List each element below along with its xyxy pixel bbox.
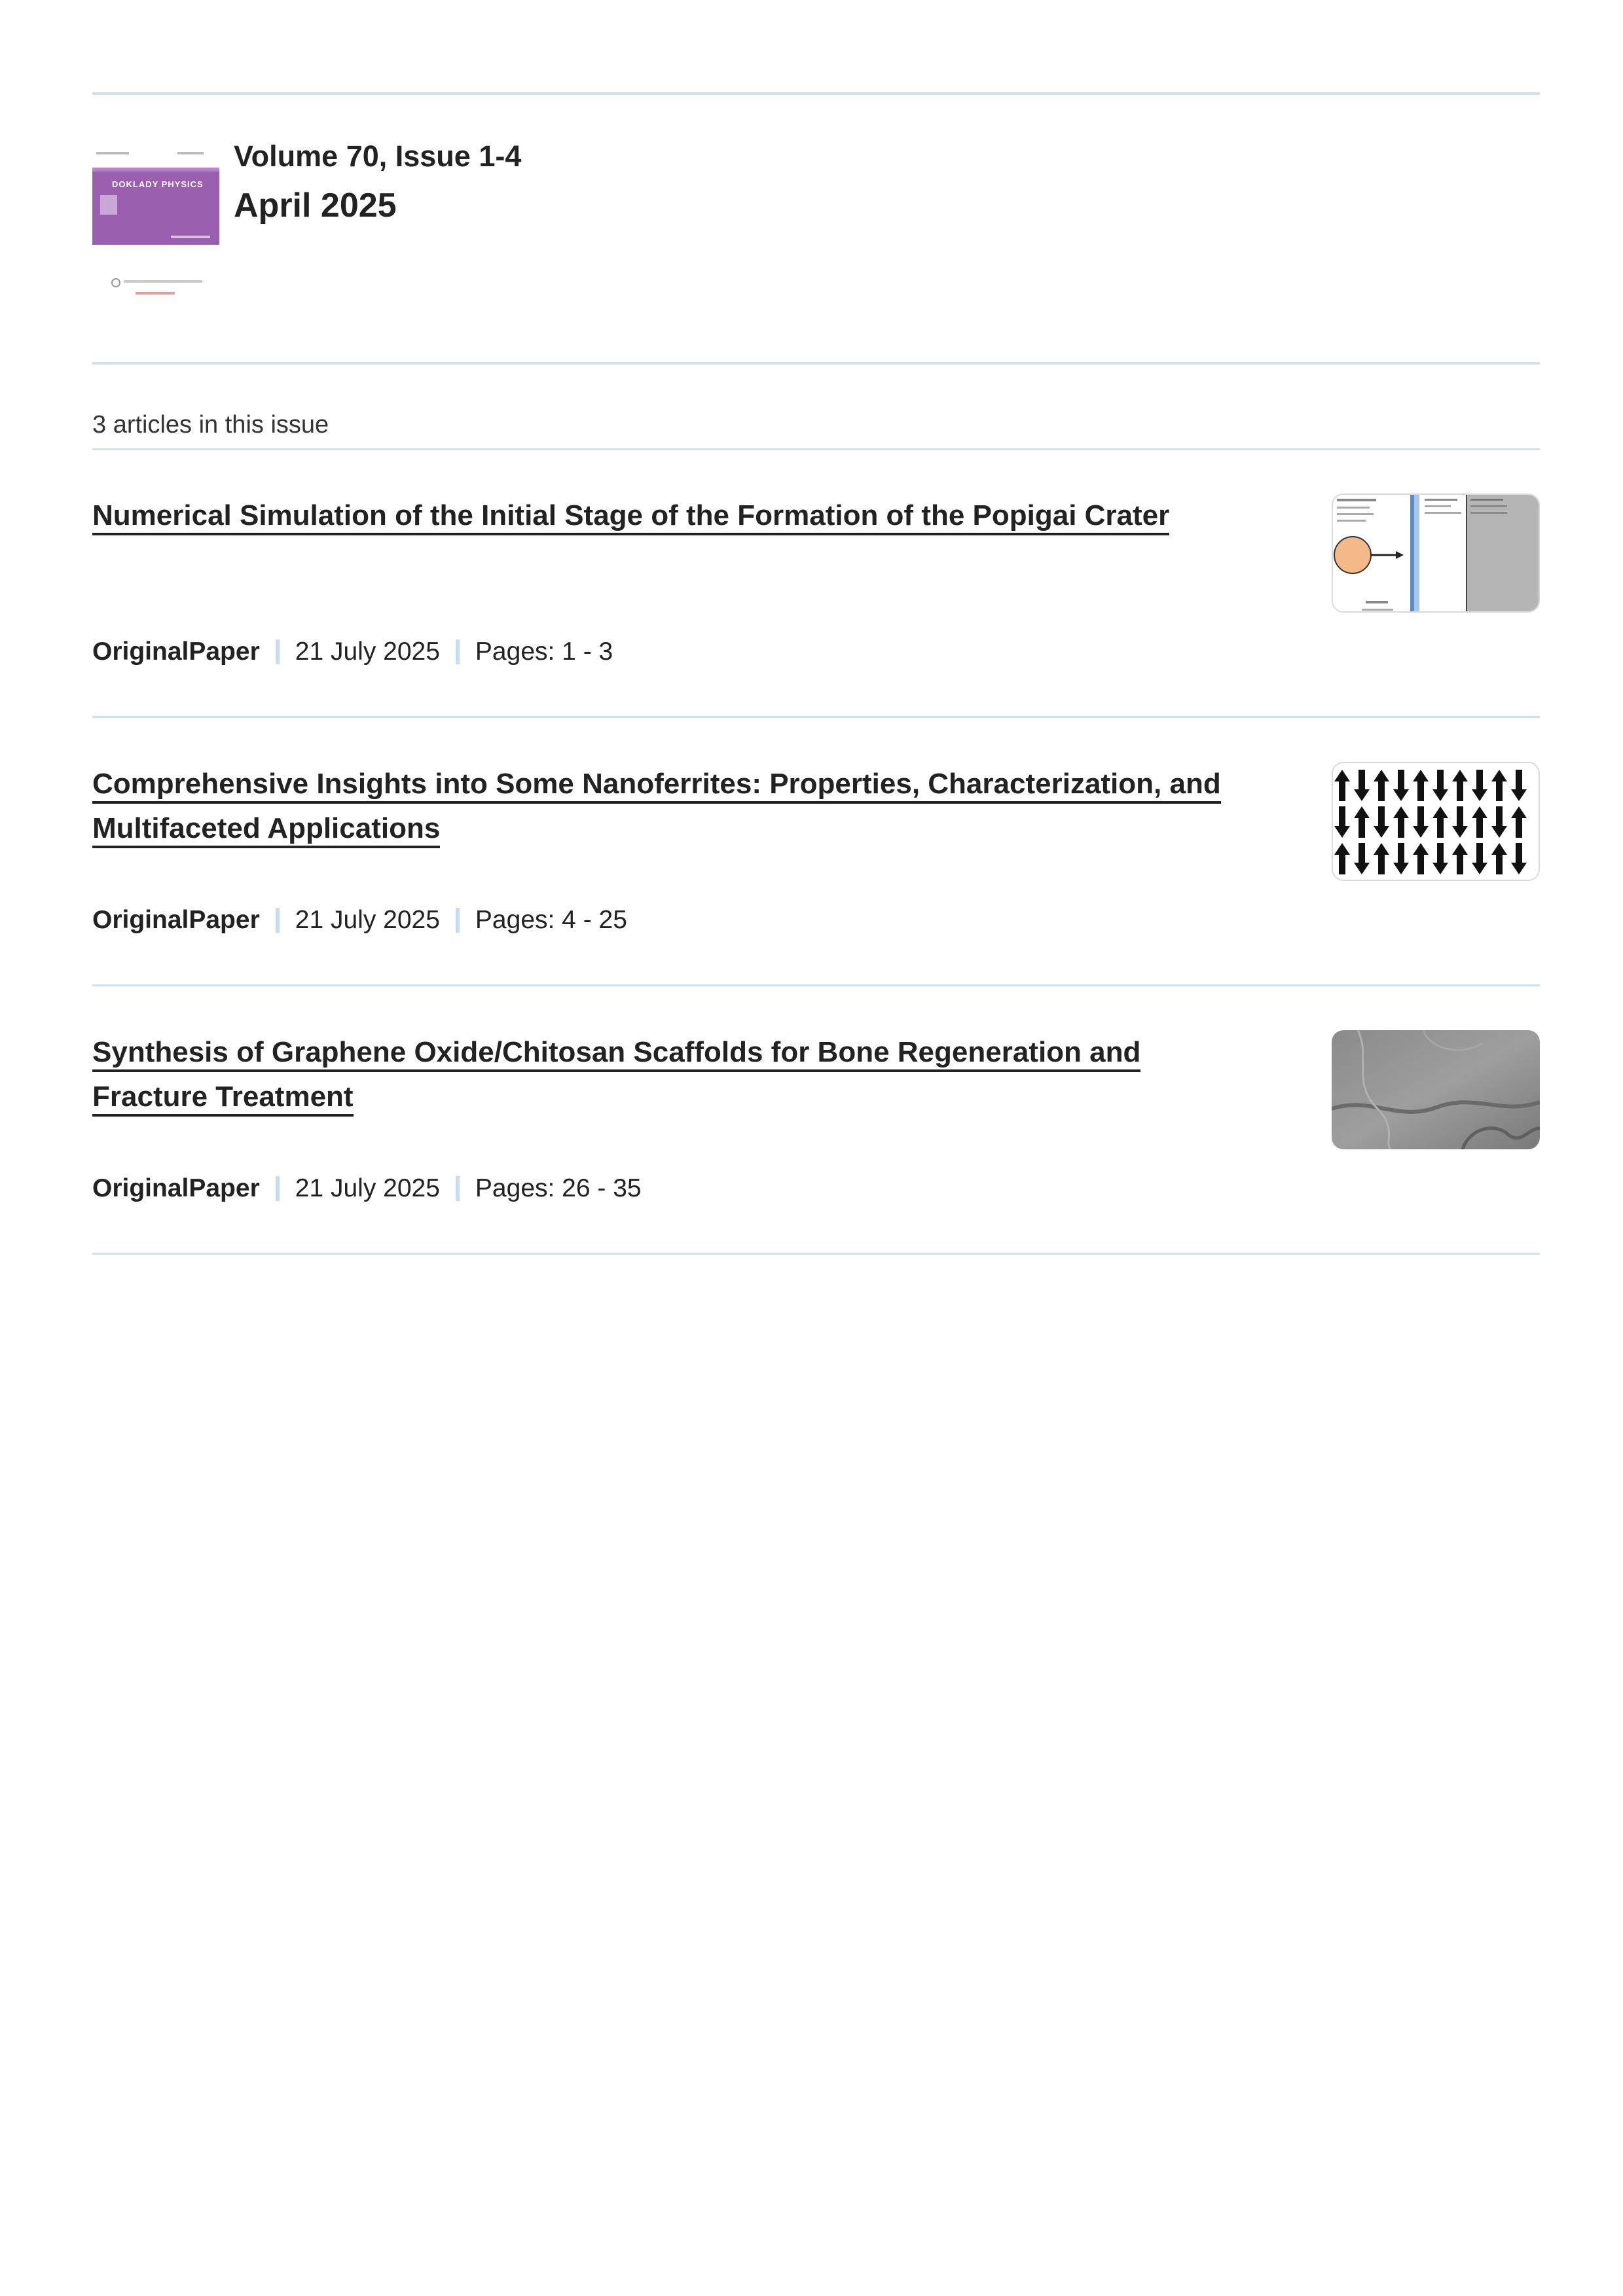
article-thumbnail[interactable] (1332, 1030, 1540, 1149)
meta-separator (456, 908, 460, 933)
issue-date: April 2025 (234, 187, 397, 224)
article-title-link[interactable] (92, 1030, 1271, 1119)
article-pages: Pages: 1 - 3 (475, 637, 613, 666)
list-divider (92, 448, 1540, 450)
article-title-line: Fracture Treatment (92, 1081, 354, 1117)
journal-cover-image[interactable] (92, 144, 219, 305)
meta-separator (456, 639, 460, 664)
article-count: 3 articles in this issue (92, 411, 329, 439)
article-item (92, 493, 1540, 664)
article-pages: Pages: 26 - 35 (475, 1174, 642, 1202)
meta-separator (276, 1176, 280, 1201)
article-meta (92, 906, 627, 935)
article-title-link[interactable] (92, 762, 1271, 851)
meta-separator (276, 639, 280, 664)
header-divider (92, 362, 1540, 365)
article-item (92, 1030, 1540, 1200)
article-title-link[interactable] (92, 493, 1271, 538)
article-divider (92, 1253, 1540, 1255)
article-date: 21 July 2025 (295, 1174, 440, 1202)
article-title-line: Synthesis of Graphene Oxide/Chitosan Scaffolds for Bone Regeneration and (92, 1036, 1140, 1072)
article-divider (92, 716, 1540, 718)
cover-journal-title: DOKLADY PHYSICS (112, 179, 204, 189)
article-date: 21 July 2025 (295, 637, 440, 666)
article-type: OriginalPaper (92, 637, 260, 666)
article-pages: Pages: 4 - 25 (475, 906, 627, 934)
article-type: OriginalPaper (92, 906, 260, 934)
article-title-line: Comprehensive Insights into Some Nanoferrites: Properties, Characterization, and (92, 768, 1221, 804)
article-meta (92, 637, 613, 666)
article-title-line: Numerical Simulation of the Initial Stage of the Formation of the Popigai Crater (92, 499, 1169, 535)
meta-separator (456, 1176, 460, 1201)
issue-volume-title: Volume 70, Issue 1-4 (234, 139, 522, 173)
article-title-line: Multifaceted Applications (92, 812, 440, 848)
article-type: OriginalPaper (92, 1174, 260, 1202)
article-date: 21 July 2025 (295, 906, 440, 934)
meta-separator (276, 908, 280, 933)
top-divider (92, 92, 1540, 95)
article-item (92, 762, 1540, 932)
article-divider (92, 984, 1540, 986)
article-meta (92, 1174, 642, 1203)
article-thumbnail[interactable] (1332, 762, 1540, 881)
article-thumbnail[interactable] (1332, 493, 1540, 613)
